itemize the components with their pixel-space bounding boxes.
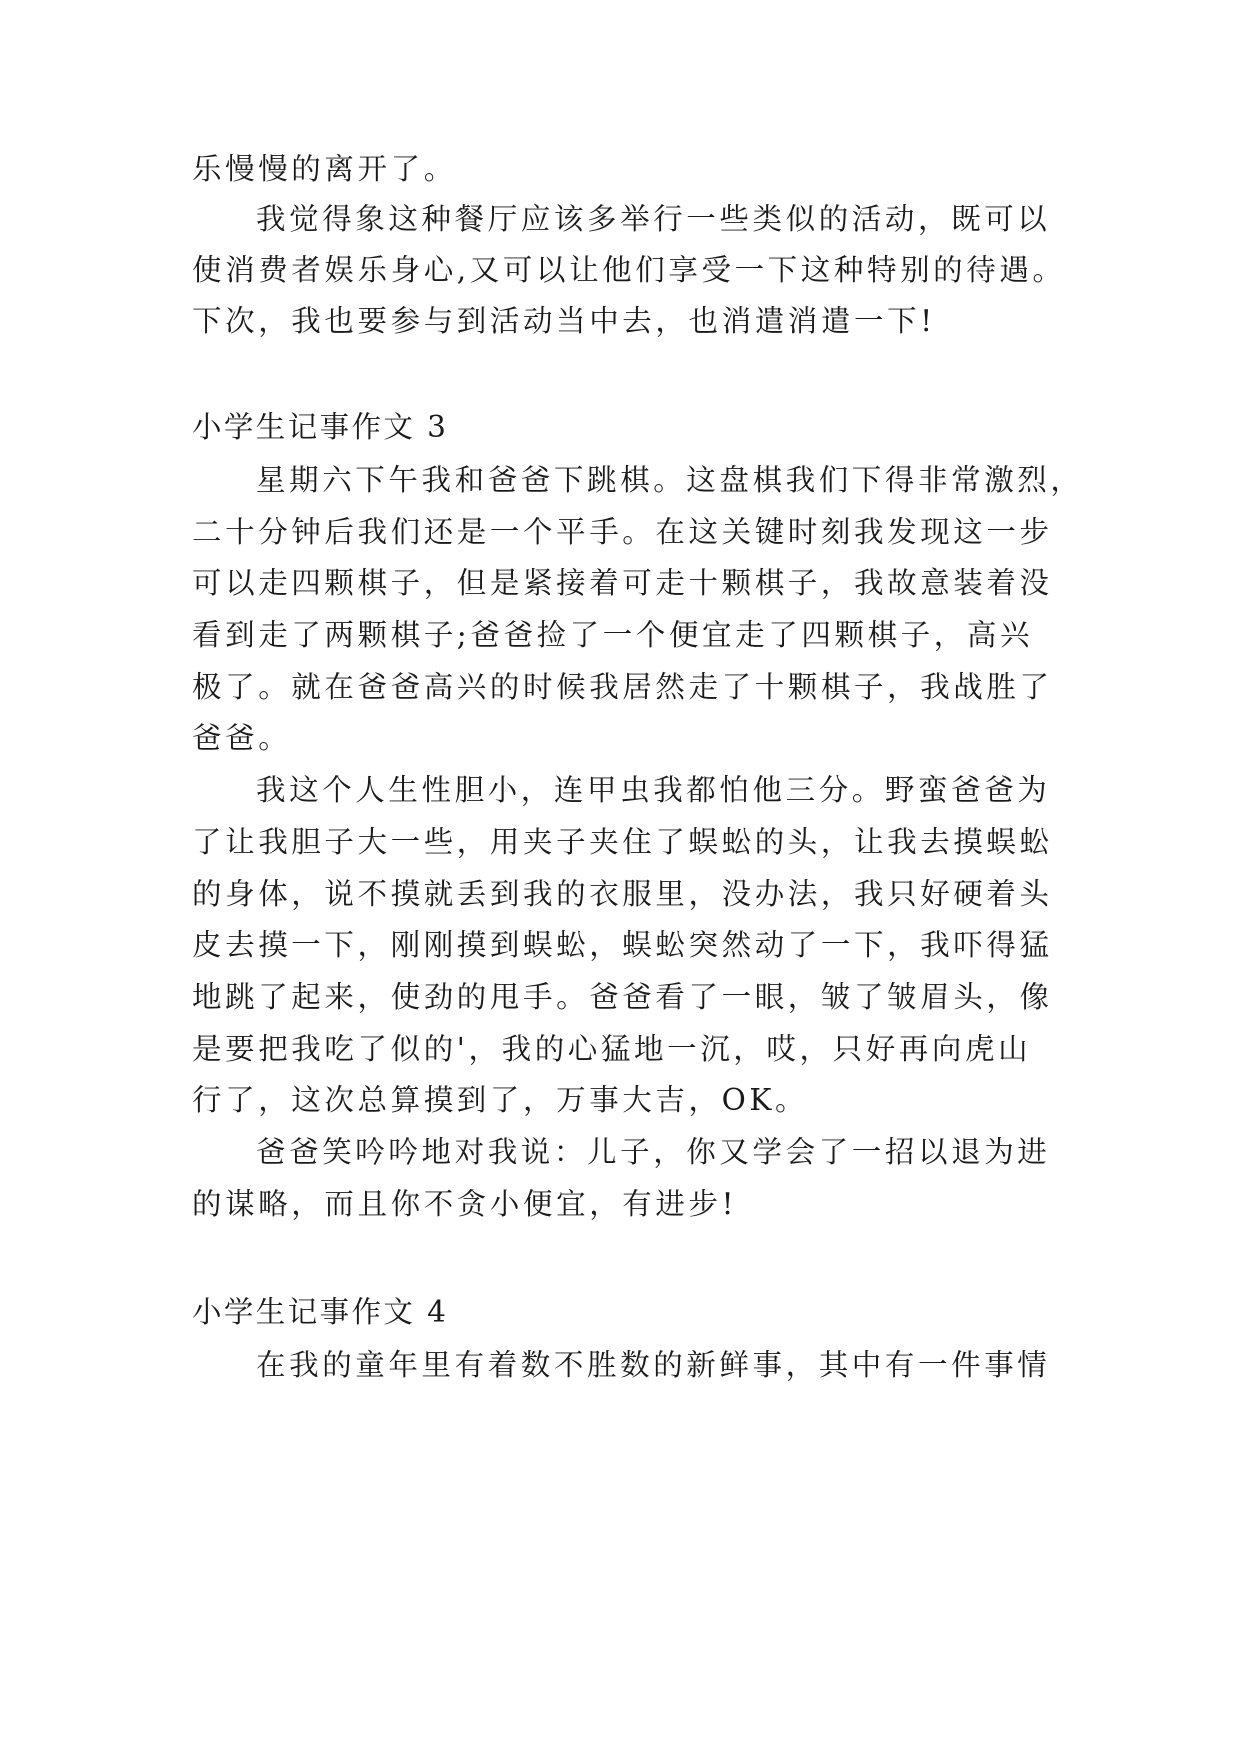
text-line: 极了。就在爸爸高兴的时候我居然走了十颗棋子，我战胜了: [192, 670, 1053, 704]
text-line: 爸爸。: [192, 721, 292, 755]
text-line: 行了，这次总算摸到了，万事大吉，OK。: [192, 1083, 809, 1117]
text-line: 我觉得象这种餐厅应该多举行一些类似的活动，既可以: [256, 202, 1051, 236]
text-line: 地跳了起来，使劲的甩手。爸爸看了一眼，皱了皱眉头，像: [192, 980, 1053, 1014]
text-line: 的身体，说不摸就丢到我的衣服里，没办法，我只好硬着头: [192, 877, 1053, 911]
text-line: 使消费者娱乐身心,又可以让他们享受一下这种特别的待遇。: [192, 253, 1066, 287]
text-line: 爸爸笑吟吟地对我说：儿子，你又学会了一招以退为进: [256, 1135, 1051, 1169]
text-line: 皮去摸一下，刚刚摸到蜈蚣，蜈蚣突然动了一下，我吓得猛: [192, 928, 1053, 962]
text-line: 看到走了两颗棋子;爸爸捡了一个便宜走了四颗棋子，高兴: [192, 618, 1034, 652]
section-heading: 小学生记事作文 4: [192, 1295, 449, 1329]
text-line: 下次，我也要参与到活动当中去，也消遣消遣一下!: [192, 304, 936, 338]
text-line: 二十分钟后我们还是一个平手。在这关键时刻我发现这一步: [192, 515, 1053, 549]
text-line: 可以走四颗棋子，但是紧接着可走十颗棋子，我故意装着没: [192, 566, 1053, 600]
text-line: 是要把我吃了似的'，我的心猛地一沉，哎，只好再向虎山: [192, 1032, 1032, 1066]
text-line: 星期六下午我和爸爸下跳棋。这盘棋我们下得非常激烈，: [256, 463, 1084, 497]
text-line: 乐慢慢的离开了。: [192, 152, 457, 186]
text-line: 在我的童年里有着数不胜数的新鲜事，其中有一件事情: [256, 1348, 1051, 1382]
section-heading: 小学生记事作文 3: [192, 410, 449, 444]
text-line: 了让我胆子大一些，用夹子夹住了蜈蚣的头，让我去摸蜈蚣: [192, 825, 1053, 859]
text-line: 我这个人生性胆小，连甲虫我都怕他三分。野蛮爸爸为: [256, 773, 1051, 807]
text-line: 的谋略，而且你不贪小便宜，有进步!: [192, 1187, 738, 1221]
